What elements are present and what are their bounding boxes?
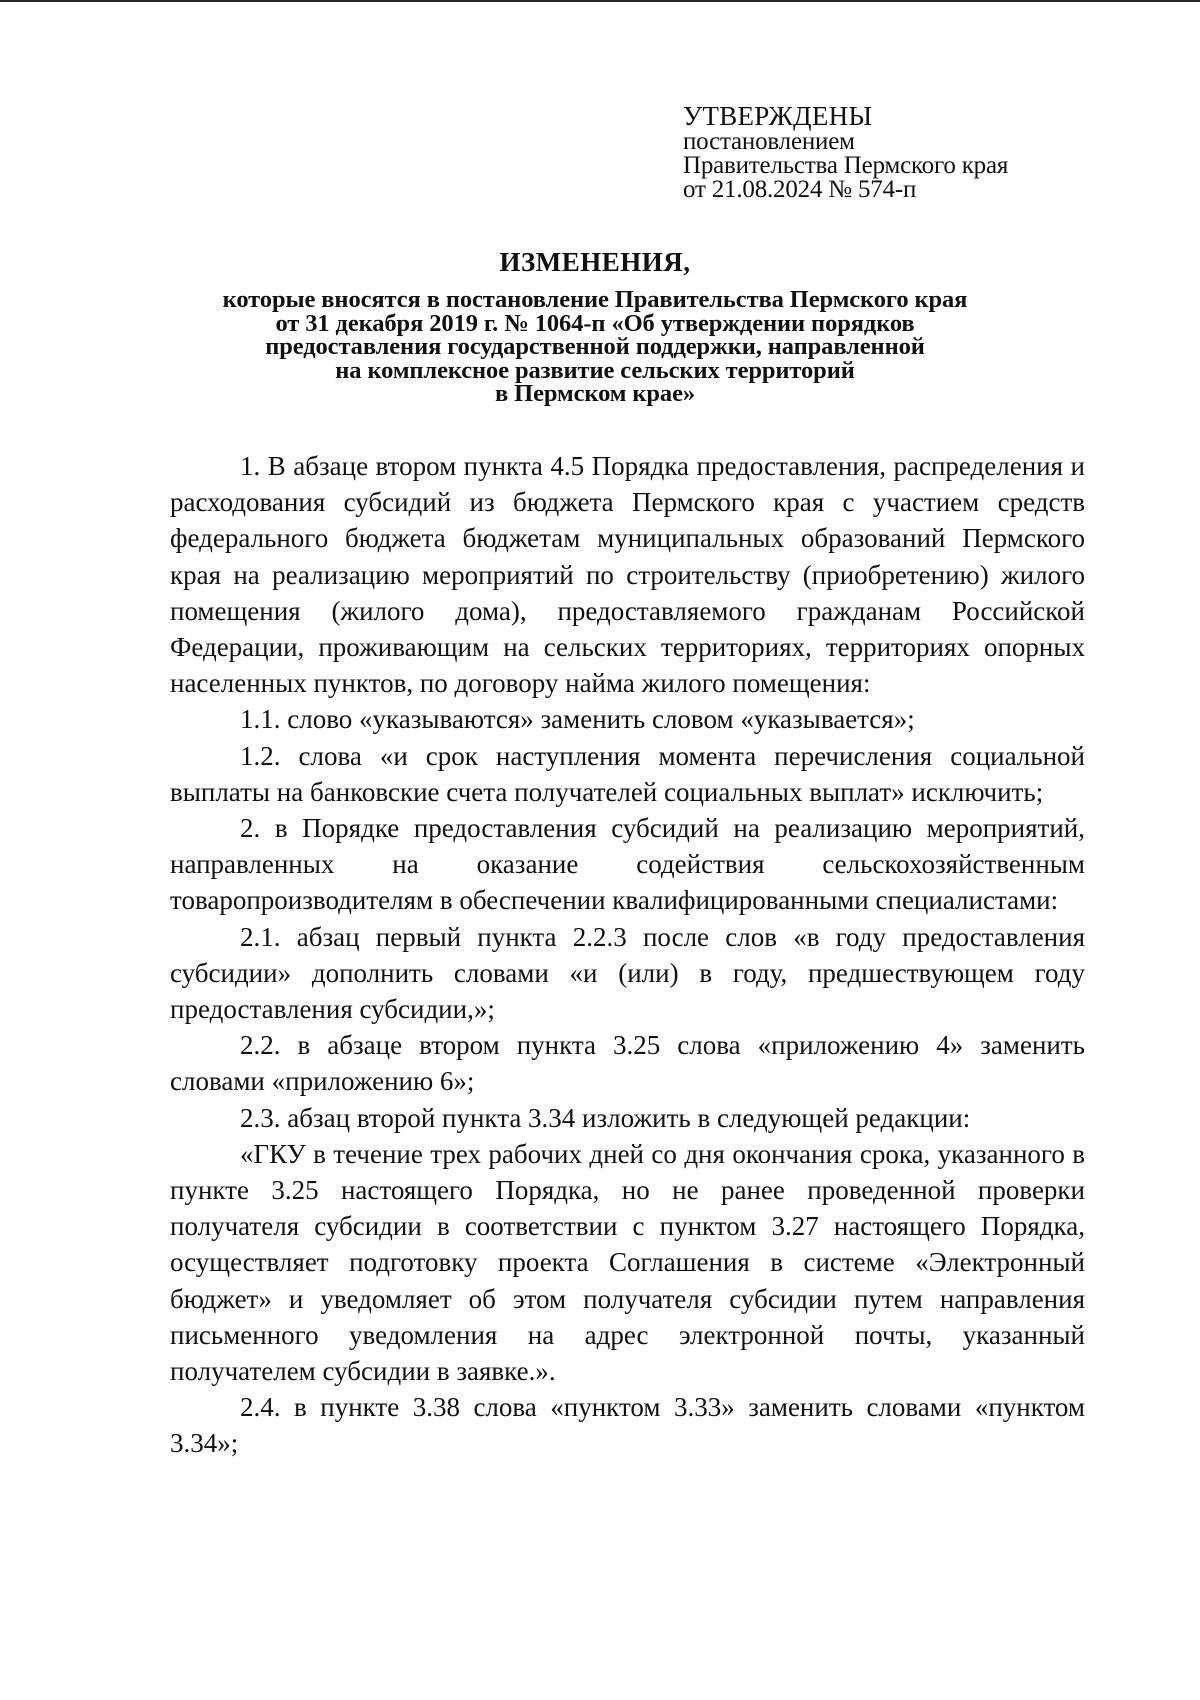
paragraph-item-2-4: 2.4. в пункте 3.38 слова «пунктом 3.33» заменить словами «пунктом 3.34»;	[170, 1392, 1085, 1459]
approval-line-date-number: от 21.08.2024 № 574-п	[683, 176, 917, 203]
paragraph-quoted-text: «ГКУ в течение трех рабочих дней со дня окончания срока, указанного в пункте 3.25 настоящего Порядка, но не ранее проведенной проверки получателя субсидии в соответствии с пунктом 3.27 настоящего Порядка, осуществляет подготовку проекта Соглашения в системе «Электронный бюджет» и уведомляет об этом получателя субсидии путем направления письменного уведомления на адрес электронной почты, указанный получателем субсидии в заявке.».	[170, 1138, 1085, 1387]
document-title	[150, 246, 1040, 406]
approval-stamp-block	[683, 102, 1103, 202]
paragraph-item-2-3: 2.3. абзац второй пункта 3.34 изложить в следующей редакции:	[240, 1102, 971, 1133]
paragraph-item-1-2: 1.2. слова «и срок наступления момента перечисления социальной выплаты на банковские счета получателей социальных выплат» исключить;	[170, 740, 1085, 807]
title-main: ИЗМЕНЕНИЯ,	[499, 247, 691, 277]
title-subtitle-line: предоставления государственной поддержки, направленной	[265, 333, 925, 360]
document-body	[170, 448, 1085, 1462]
paragraph-item-2-2: 2.2. в абзаце втором пункта 3.25 слова «приложению 4» заменить словами «приложению 6»;	[170, 1030, 1085, 1097]
title-subtitle-line: на комплексное развитие сельских территорий	[335, 356, 855, 384]
scan-top-edge	[0, 0, 1200, 2]
approval-line-decree: постановлением	[683, 128, 855, 155]
title-subtitle-line: которые вносятся в постановление Правительства Пермского края	[222, 286, 968, 313]
paragraph-item-2-1: 2.1. абзац первый пункта 2.2.3 после слов «в году предоставления субсидии» дополнить словами «и (или) в году, предшествующем году предоставления субсидии,»;	[170, 921, 1085, 1025]
paragraph-item-1-1: 1.1. слово «указываются» заменить словом «указывается»;	[240, 704, 915, 735]
title-subtitle-line: от 31 декабря 2019 г. № 1064-п «Об утверждении порядков	[275, 309, 915, 337]
paragraph-item-1: 1. В абзаце втором пункта 4.5 Порядка предоставления, распределения и расходования субсидий из бюджета Пермского края с участием средств федерального бюджета бюджетам муниципальных образований Пермского края на реализацию мероприятий по строительству (приобретению) жилого помещения (жилого дома), предоставляемого гражданам Российской Федерации, проживающим на сельских территориях, территориях опорных населенных пунктов, по договору найма жилого помещения:	[170, 451, 1085, 699]
approval-line-government: Правительства Пермского края	[683, 152, 1009, 179]
title-subtitle-line: в Пермском крае»	[494, 380, 695, 407]
approval-heading: УТВЕРЖДЕНЫ	[683, 101, 873, 131]
paragraph-item-2: 2. в Порядке предоставления субсидий на реализацию мероприятий, направленных на оказание содействия сельскохозяйственным товаропроизводителям в обеспечении квалифицированными специалистами:	[170, 813, 1085, 916]
